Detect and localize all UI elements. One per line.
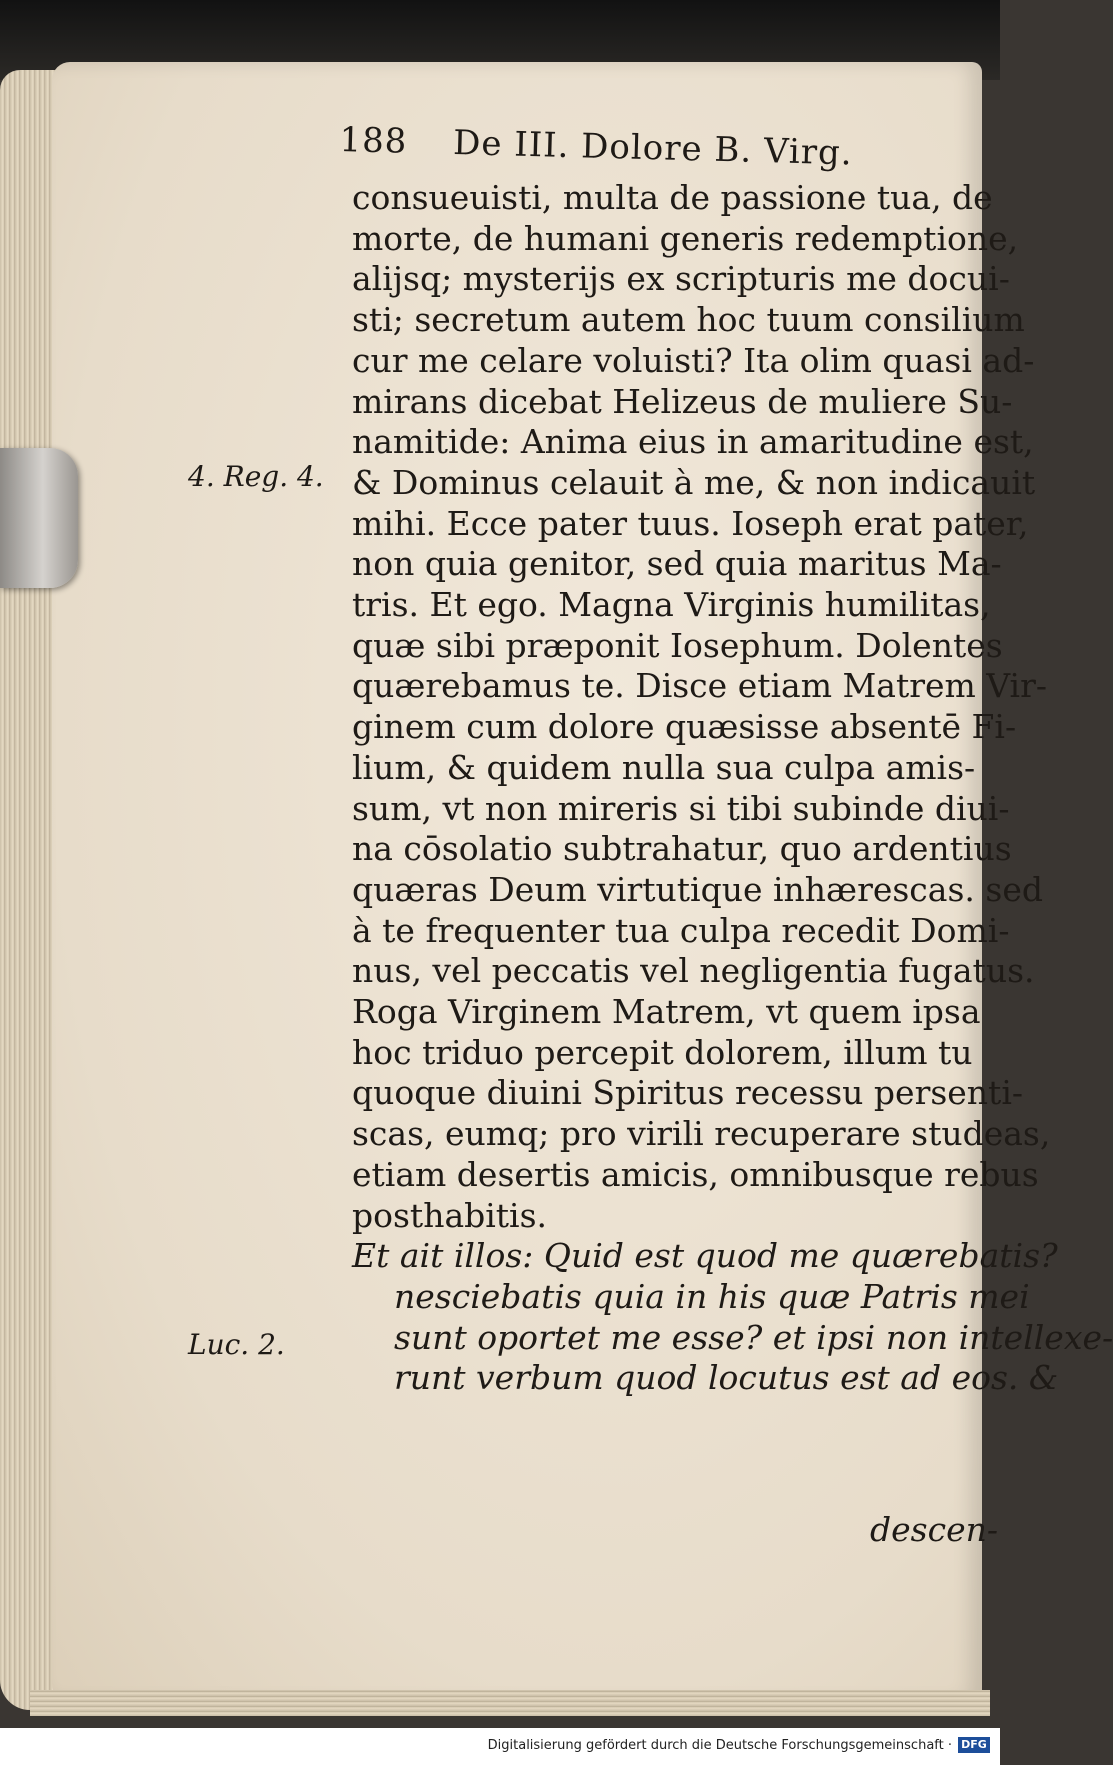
text-line: tris. Et ego. Magna Virginis humilitas, <box>352 585 991 625</box>
text-line: & Dominus celauit à me, & non indicauit <box>352 462 1036 502</box>
scripture-line: runt verbum quod locutus est ad eos. & <box>394 1358 1059 1398</box>
text-line: morte, de humani generis redemptione, <box>352 218 1019 258</box>
main-text <box>352 178 1113 1399</box>
scripture-line: Et ait illos: Quid est quod me quærebatis? <box>352 1236 1058 1276</box>
text-line: cur me celare voluisti? Ita olim quasi ad- <box>352 340 1035 380</box>
text-line: non quia genitor, sed quia maritus Ma- <box>352 544 1002 584</box>
margin-note-reg: 4. Reg. 4. <box>188 460 324 493</box>
text-line: quæ sibi præponit Iosephum. Dolentes <box>352 625 1003 665</box>
scripture-line: nesciebatis quia in his quæ Patris mei <box>394 1276 1030 1316</box>
text-line: posthabitis. <box>352 1195 548 1235</box>
text-line: ginem cum dolore quæsisse absentē Fi- <box>352 707 1017 747</box>
text-line: consueuisti, multa de passione tua, de <box>352 178 993 217</box>
text-line: mihi. Ecce pater tuus. Ioseph erat pater, <box>352 503 1029 543</box>
text-line: à te frequenter tua culpa recedit Domi- <box>352 910 1010 950</box>
scripture-line: sunt oportet me esse? et ipsi non intellexe- <box>394 1317 1113 1357</box>
funding-credit: Digitalisierung gefördert durch die Deutsche Forschungsgemeinschaft · <box>487 1738 952 1753</box>
text-line: quoque diuini Spiritus recessu persenti- <box>352 1073 1024 1113</box>
text-line: hoc triduo percepit dolorem, illum tu <box>352 1032 973 1072</box>
text-line: Roga Virginem Matrem, vt quem ipsa <box>352 992 981 1032</box>
text-line: namitide: Anima eius in amaritudine est, <box>352 422 1034 462</box>
dfg-logo: DFG <box>958 1737 990 1753</box>
margin-note-luc: Luc. 2. <box>188 1328 285 1361</box>
text-line: sti; secretum autem hoc tuum consilium <box>352 300 1025 340</box>
running-title: De III. Dolore B. Virg. <box>452 122 854 174</box>
text-line: lium, & quidem nulla sua culpa amis- <box>352 747 976 787</box>
text-line: sum, vt non mireris si tibi subinde diui- <box>352 788 1010 828</box>
catchword: descen- <box>870 1510 999 1549</box>
page-number: 188 <box>338 120 408 162</box>
book-bottom-edge <box>30 1690 990 1716</box>
text-line: mirans dicebat Helizeus de muliere Su- <box>352 381 1013 421</box>
page-clip <box>0 448 78 588</box>
text-line: na cōsolatio subtrahatur, quo ardentius <box>352 829 1012 869</box>
text-line: quærebamus te. Disce etiam Matrem Vir- <box>352 666 1048 706</box>
text-line: scas, eumq; pro virili recuperare studeas, <box>352 1114 1051 1154</box>
text-line: nus, vel peccatis vel negligentia fugatus. <box>352 951 1035 991</box>
text-line: alijsq; mysterijs ex scripturis me docui- <box>352 259 1010 299</box>
text-line: quæras Deum virtutique inhærescas. sed <box>352 869 1043 909</box>
text-line: etiam desertis amicis, omnibusque rebus <box>352 1154 1039 1194</box>
